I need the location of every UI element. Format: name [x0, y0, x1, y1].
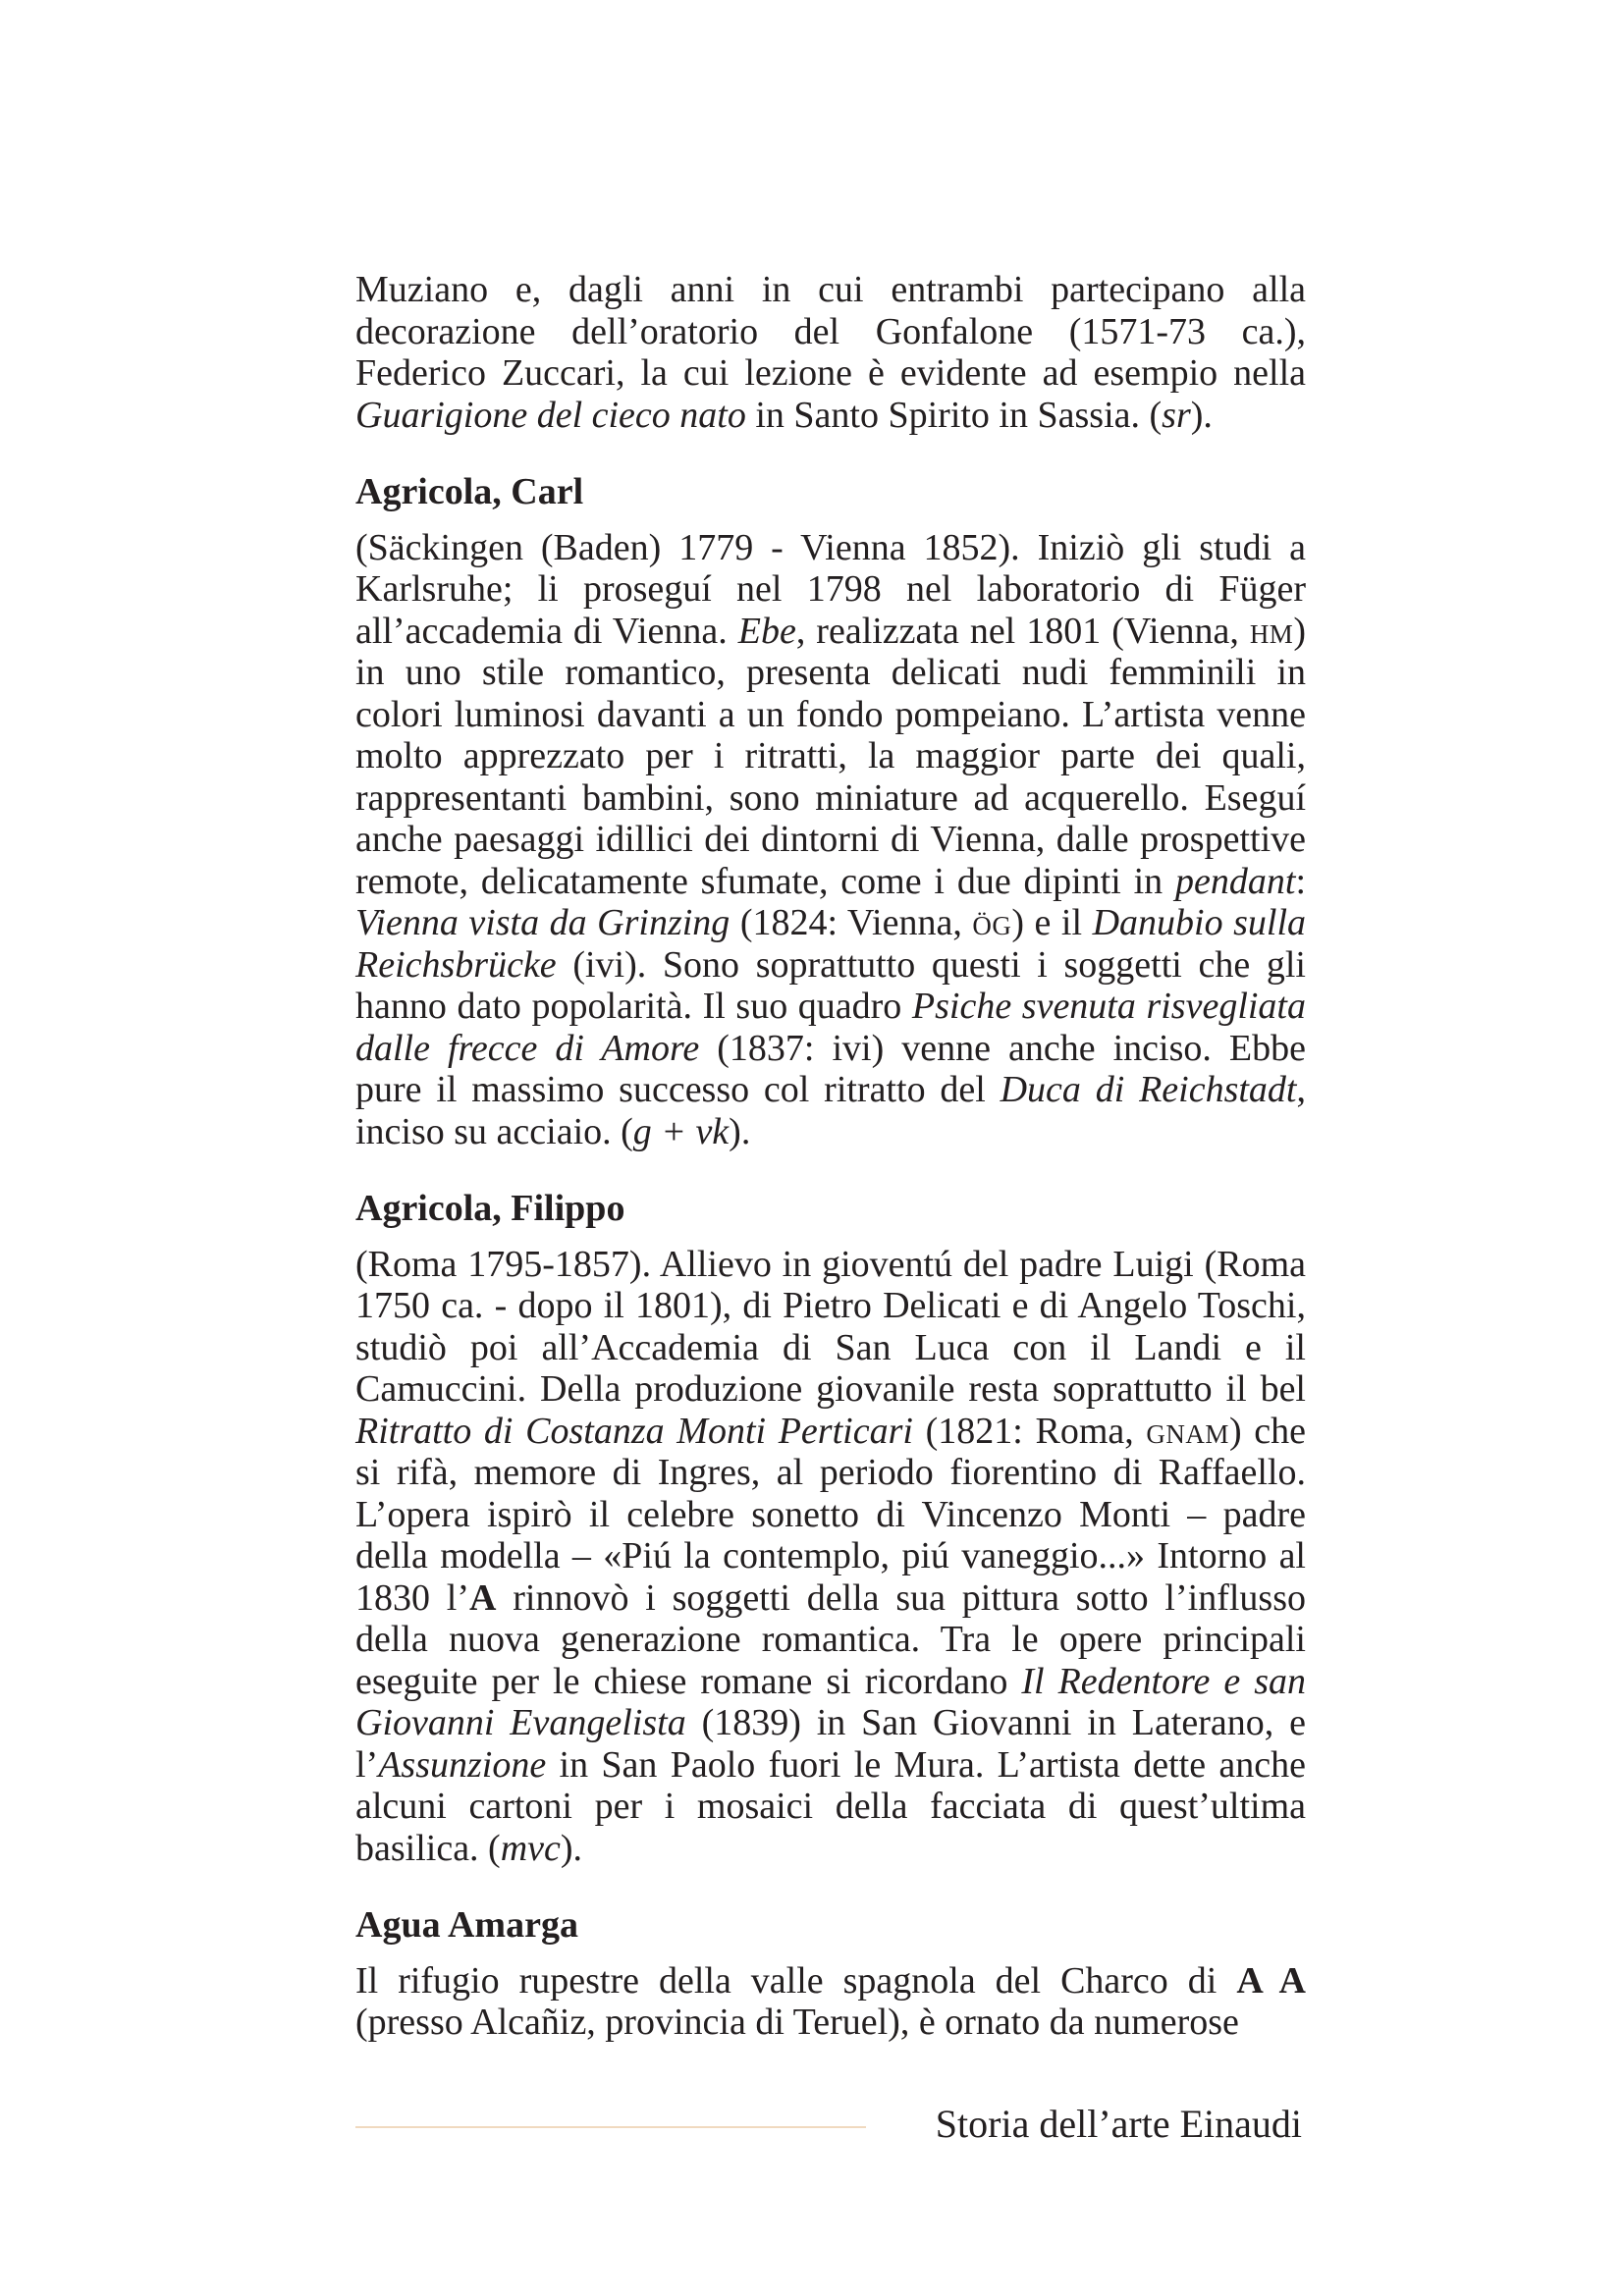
entry-text-agua-amarga: Il rifugio rupestre della valle spagnola del Charco di A A (presso Alcañiz, provincia di Teruel), è ornato da numerose [355, 1959, 1306, 2043]
page-body [355, 269, 1306, 2044]
author-initials: mvc [500, 1827, 561, 1869]
footer-rule [355, 2126, 866, 2128]
footer-publisher: Storia dell’arte Einaudi [935, 2102, 1302, 2146]
entry-title-agua-amarga: Agua Amarga [355, 1904, 578, 1946]
author-initials: g + vk [632, 1110, 730, 1152]
entry-text-agricola-carl: (Säckingen (Baden) 1779 - Vienna 1852). Iniziò gli studi a Karlsruhe; li proseguí nel 1798 nel laboratorio di Füger all’accademia di Vienna. Ebe, realizzata nel 1801 (Vienna, hm) in uno stile romantico, presenta delicati nudi femminili in colori luminosi davanti a un fondo pompeiano. L’artista venne molto apprezzato per i ritratti, la maggior parte dei quali, rappresentanti bambini, sono miniature ad acquerello. Eseguí anche paesaggi idillici dei dintorni di Vienna, dalle prospettive remote, delicatamente sfumate, come i due dipinti in pendant: Vienna vista da Grinzing (1824: Vienna, ög) e il Danubio sulla Reichsbrücke (ivi). Sono soprattutto questi i soggetti che gli hanno dato popolarità. Il suo quadro Psiche svenuta risvegliata dalle frecce di Amore (1837: ivi) venne anche inciso. Ebbe pure il massimo successo col ritratto del Duca di Reichstadt, inciso su acciaio. (g + vk). [355, 526, 1307, 1152]
continuation-paragraph: Muziano e, dagli anni in cui entrambi partecipano alla decorazione dell’oratorio del Gonfalone (1571-73 ca.), Federico Zuccari, la cui lezione è evidente ad esempio nella Guarigione del cieco nato in Santo Spirito in Sassia. (sr). [355, 269, 1306, 436]
artwork-title: Guarigione del cieco nato [355, 394, 746, 436]
entry-title-agricola-filippo: Agricola, Filippo [355, 1188, 625, 1229]
author-initials: sr [1162, 394, 1191, 436]
entry-text-agricola-filippo: (Roma 1795-1857). Allievo in gioventú del padre Luigi (Roma 1750 ca. - dopo il 1801), di Pietro Delicati e di Angelo Toschi, studiò poi all’Accademia di San Luca con il Landi e il Camuccini. Della produzione giovanile resta soprattutto il bel Ritratto di Costanza Monti Perticari (1821: Roma, gnam) che si rifà, memore di Ingres, al periodo fiorentino di Raffaello. L’opera ispirò il celebre sonetto di Vincenzo Monti – padre della modella – «Piú la contemplo, piú vaneggio...» Intorno al 1830 l’A rinnovò i soggetti della sua pittura sotto l’influsso della nuova generazione romantica. Tra le opere principali eseguite per le chiese romane si ricordano Il Redentore e san Giovanni Evangelista (1839) in San Giovanni in Laterano, e l’Assunzione in San Paolo fuori le Mura. L’artista dette anche alcuni cartoni per i mosaici della facciata di quest’ultima basilica. (mvc). [355, 1243, 1306, 1869]
entry-title-agricola-carl: Agricola, Carl [355, 471, 584, 512]
